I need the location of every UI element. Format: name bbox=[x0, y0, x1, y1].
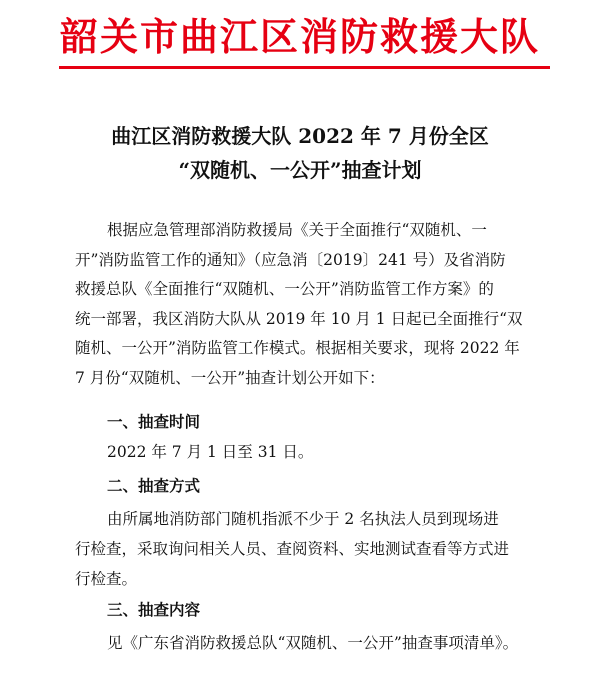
intro-paragraph bbox=[75, 216, 545, 393]
section-heading-content: 三、抽查内容 bbox=[107, 601, 201, 619]
section-heading-time: 一、抽查时间 bbox=[107, 413, 201, 431]
intro-line: 开”消防监管工作的通知》（应急消〔2019〕241 号）及省消防 bbox=[75, 250, 506, 269]
section-method-line-1: 由所属地消防部门随机指派不少于 2 名执法人员到现场进 bbox=[107, 510, 499, 528]
red-letterhead-title: 韶关市曲江区消防救援大队 bbox=[59, 14, 540, 59]
intro-line: 随机、一公开”消防监管工作模式。根据相关要求，现将 2022 年 bbox=[75, 339, 520, 357]
document-title-line-1: 曲江区消防救援大队 2022 年 7 月份全区 bbox=[111, 124, 489, 148]
section-method-line-3: 行检查。 bbox=[75, 570, 138, 588]
document-title-line-2: “双随机、一公开”抽查计划 bbox=[178, 158, 422, 182]
intro-line: 7 月份“双随机、一公开”抽查计划公开如下： bbox=[75, 368, 385, 387]
section-content-text: 见《广东省消防救援总队“双随机、一公开”抽查事项清单》。 bbox=[107, 634, 519, 652]
section-heading-method: 二、抽查方式 bbox=[107, 477, 201, 495]
red-header-rule bbox=[59, 66, 550, 69]
intro-line: 救援总队《全面推行“双随机、一公开”消防监管工作方案》的 bbox=[75, 280, 494, 298]
intro-line: 统一部署，我区消防大队从 2019 年 10 月 1 日起已全面推行“双 bbox=[75, 309, 523, 328]
intro-line: 根据应急管理部消防救援局《关于全面推行“双随机、一 bbox=[107, 221, 487, 239]
section-method-line-2: 行检查，采取询问相关人员、查阅资料、实地测试查看等方式进 bbox=[75, 540, 510, 558]
section-time-text: 2022 年 7 月 1 日至 31 日。 bbox=[107, 443, 314, 461]
